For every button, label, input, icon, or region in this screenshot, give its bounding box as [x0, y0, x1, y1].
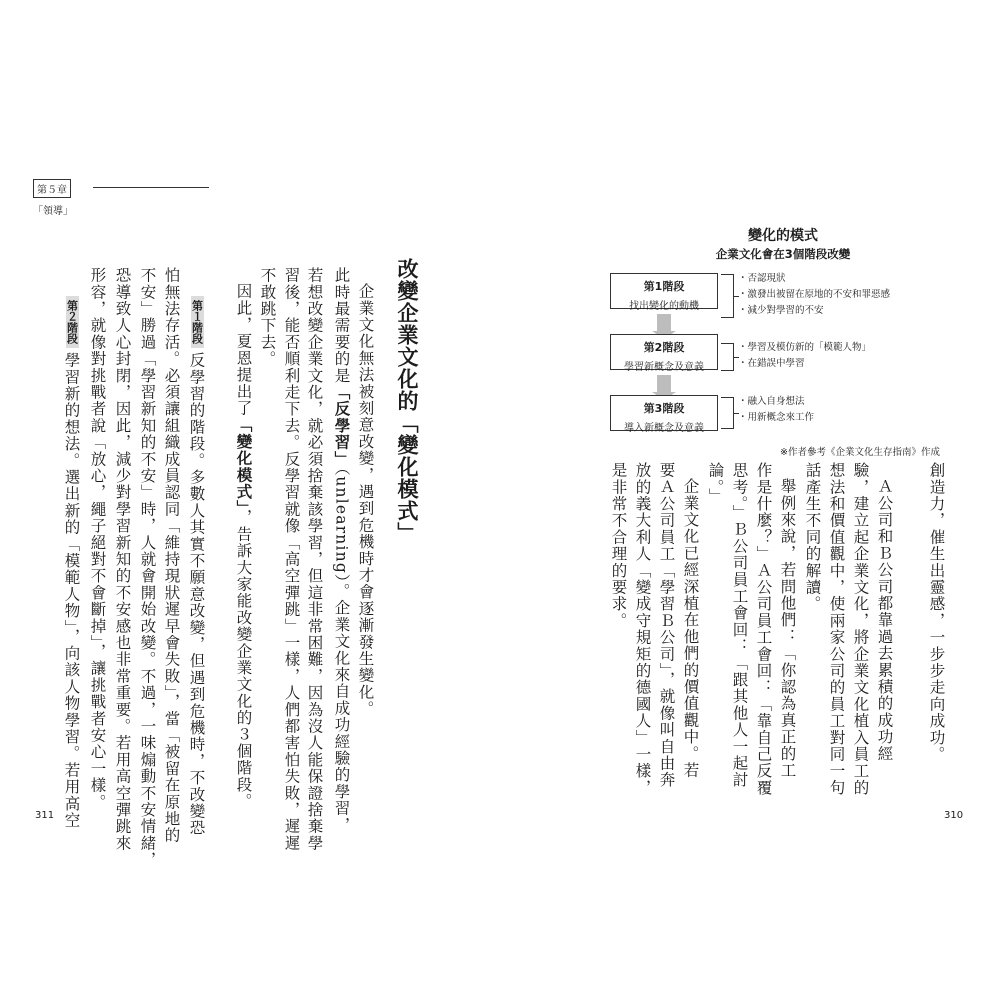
- stage-2-desc: 學習新概念及意義: [624, 362, 704, 373]
- stage1-line-4: 恐導致人心封閉，因此，減少對學習新知的不安感也非常重要。若用高空彈跳來: [113, 267, 132, 852]
- right-p2-line-4: 論。」: [706, 462, 725, 505]
- left-p2-after: （unlearning）。企業文化來自成功經驗的學習，: [332, 467, 351, 834]
- left-p3-line-1: 若想改變企業文化，就必須捨棄該學習，但這非常困難，因為沒人能保證捨棄學: [305, 267, 324, 852]
- stage-3-desc: 導入新概念及意義: [624, 423, 704, 434]
- stage-1-desc: 找出變化的動機: [629, 301, 699, 312]
- chapter-rule: [93, 187, 209, 188]
- left-page-number: 311: [35, 810, 55, 821]
- stage-3-box: [610, 395, 718, 434]
- source-note: ※作者參考《企業文化生存指南》作成: [780, 447, 940, 458]
- stage-2-bracket: [721, 343, 734, 371]
- stage1-line-2: 怕無法存活。必須讓組織成員認同「維持現狀遲早會失敗」，當「被留在原地的: [162, 267, 181, 844]
- bullet-item: ・在錯誤中學習: [738, 358, 805, 369]
- down-arrow-icon: [657, 375, 671, 393]
- diagram-title: 變化的模式: [748, 228, 818, 244]
- chapter-tab: [33, 179, 73, 217]
- stage1-badge: 第１階段: [191, 296, 204, 348]
- unlearning-term: 「反學習」: [332, 383, 352, 468]
- right-p1-line-3: 想法和價值觀中，使兩家公司的員工對同一句: [827, 462, 846, 796]
- left-p2-before: 此時最需要的是: [332, 267, 351, 384]
- right-p1-line-2: 驗，建立起企業文化，將企業文化植入員工的: [851, 462, 870, 796]
- stage-1-bullets: [738, 271, 890, 319]
- left-p3-line-3: 不敢跳下去。: [258, 267, 277, 368]
- left-p2-line: [333, 267, 350, 833]
- stage2-line-text: 學習新的想法。選出新的「模範人物」，向該人物學習。若用高空: [62, 352, 81, 829]
- right-p2-line-3: 思考。」Ｂ公司員工會回：「跟其他人一起討: [730, 462, 749, 789]
- bullet-item: ・用新概念來工作: [738, 412, 815, 423]
- stage-3-name: 第3階段: [643, 402, 685, 415]
- right-p1-line-1: Ａ公司和Ｂ公司都靠過去累積的成功經: [875, 478, 894, 762]
- left-p4-before: 因此，夏恩提出了: [234, 283, 253, 417]
- bullet-item: ・融入自身想法: [738, 396, 805, 407]
- stage-2-box: [610, 334, 718, 373]
- stage-3-bullets: [738, 394, 814, 426]
- stage2-badge: 第２階段: [66, 296, 79, 348]
- bullet-item: ・減少對學習的不安: [738, 305, 824, 316]
- stage1-line-5: 形容，就像對挑戰者說「放心，繩子絕對不會斷掉」，讓挑戰者安心一樣。: [88, 267, 107, 811]
- right-page-number: 310: [944, 810, 964, 821]
- right-p3-line-2: 要Ａ公司員工「學習Ｂ公司」，就像叫自由奔: [657, 462, 676, 789]
- stage-3-bracket: [721, 397, 734, 429]
- section-heading: 改變企業文化的「變化模式」: [395, 258, 419, 544]
- left-p3-line-2: 習後，能否順利走下去。反學習就像「高空彈跳」一樣，人們都害怕失敗，遲遲: [282, 267, 301, 852]
- left-p4-line: [235, 283, 252, 810]
- down-arrow-icon: [657, 314, 671, 332]
- chapter-number: 第５章: [33, 179, 71, 198]
- stage-1-box: [610, 273, 718, 312]
- right-cont-line: 創造力，催生出靈感，一步步走向成功。: [927, 462, 946, 763]
- stage2-line: [63, 296, 79, 829]
- stage-1-name: 第1階段: [643, 280, 685, 293]
- right-p3-line-1: 企業文化已經深植在他們的價值觀中。若: [681, 478, 700, 779]
- stage-2-name: 第2階段: [643, 341, 685, 354]
- right-p1-line-4: 話產生不同的解讀。: [803, 462, 822, 613]
- left-p4-after: ，告訴大家能改變企業文化的３個階段。: [234, 509, 253, 810]
- change-model-term: 「變化模式」: [234, 416, 254, 510]
- stage1-line-1: [188, 296, 204, 836]
- right-p3-line-3: 放的義大利人「變成守規矩的德國人」一樣，: [633, 462, 652, 796]
- bullet-item: ・否認現狀: [738, 273, 786, 284]
- right-p3-line-4: 是非常不合理的要求。: [609, 462, 628, 629]
- right-p2-line-2: 作是什麼？」Ａ公司員工會回：「靠自己反覆: [754, 462, 773, 796]
- right-p2-line-1: 舉例來說，若問他們：「你認為真正的工: [778, 478, 797, 779]
- stage-2-bullets: [738, 340, 871, 372]
- left-p1-line-1: 企業文化無法被刻意改變，遇到危機時才會逐漸發生變化。: [356, 283, 375, 718]
- bullet-item: ・激發出被留在原地的不安和罪惡感: [738, 289, 891, 300]
- diagram-subtitle: 企業文化會在3個階段改變: [715, 247, 851, 261]
- bullet-item: ・學習及模仿新的「模範人物」: [738, 342, 872, 353]
- stage1-line-1-text: 反學習的階段。多數人其實不願意改變，但遇到危機時，不改變恐: [187, 352, 206, 837]
- chapter-name: 「領導」: [33, 206, 73, 217]
- stage1-line-3: 不安」勝過「學習新知的不安」時，人就會開始改變。不過，一味煽動不安情緒，: [138, 267, 157, 869]
- stage-1-bracket: [721, 274, 734, 318]
